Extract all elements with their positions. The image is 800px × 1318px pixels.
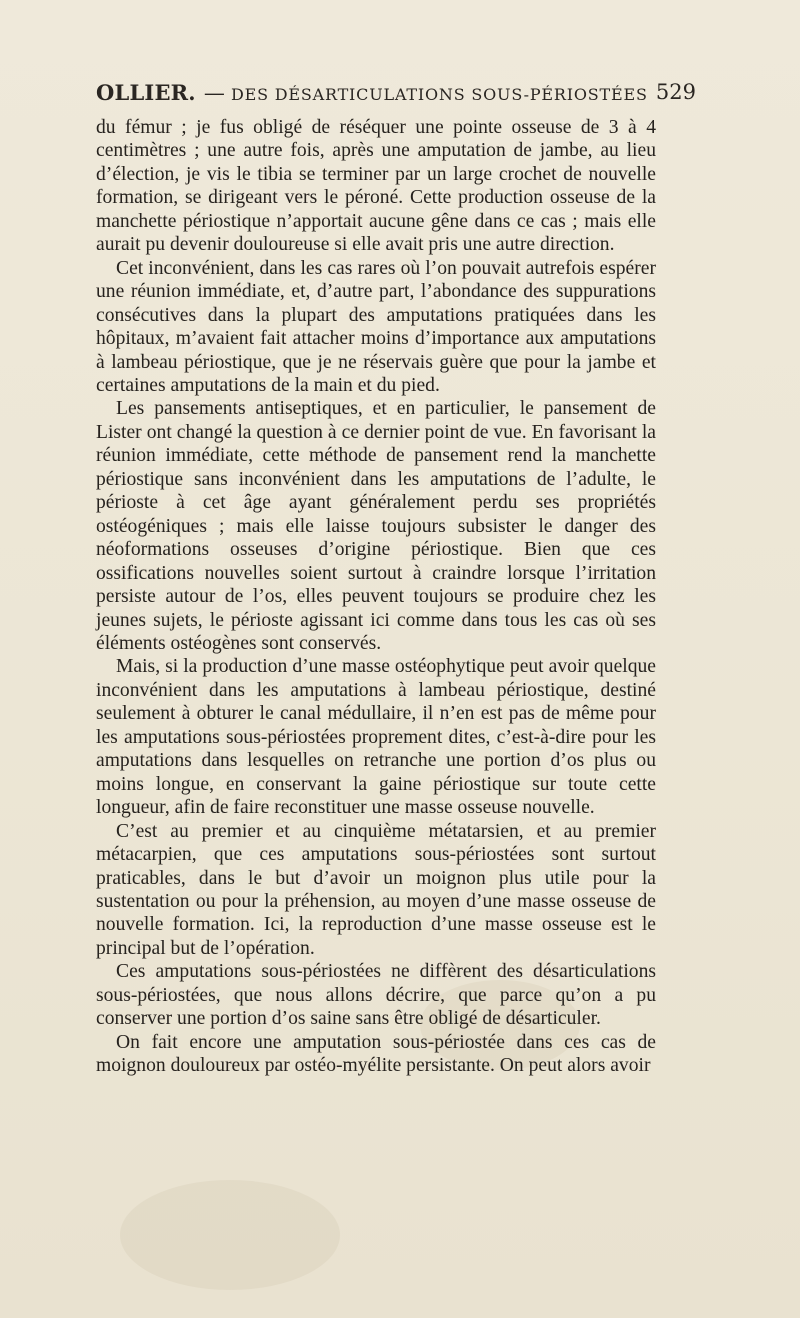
header-title: DES DÉSARTICULATIONS SOUS-PÉRIOSTÉES	[231, 85, 648, 104]
paragraph: Mais, si la production d’une masse ostéophytique peut avoir quelque inconvénient dans les amputations à lambeau périostique, destiné seulement à obturer le canal médullaire, il n’en est pas de même pour les amputations sous-périostées proprement dites, c’est-à-dire pour les amputations dans lesquelles on retranche une portion d’os plus ou moins longue, en conservant la gaine périostique sur toute cette longueur, afin de faire reconstituer une masse osseuse nouvelle.	[96, 656, 656, 819]
body-text	[96, 116, 656, 1078]
paragraph: du fémur ; je fus obligé de réséquer une pointe osseuse de 3 à 4 centimètres ; une autre fois, après une amputation de jambe, au lieu d’élection, je vis le tibia se terminer par un large crochet de nouvelle formation, se dirigeant vers le péroné. Cette production osseuse de la manchette périostique n’apportait aucune gêne dans ce cas ; mais elle aurait pu devenir douloureuse si elle avait pris une autre direction.	[96, 117, 656, 256]
header-left	[96, 80, 648, 105]
paragraph: On fait encore une amputation sous-périostée dans ces cas de moignon douloureux par ostéo-myélite persistante. On peut alors avoir	[96, 1031, 656, 1077]
header-separator: —	[203, 81, 226, 105]
page-number: 529	[655, 80, 696, 104]
paragraph: Ces amputations sous-périostées ne diffèrent des désarticulations sous-périostées, que nous allons décrire, que parce qu’on a pu conserver une portion d’os saine sans être obligé de désarticuler.	[96, 961, 656, 1030]
paragraph: Les pansements antiseptiques, et en particulier, le pansement de Lister ont changé la question à ce dernier point de vue. En favorisant la réunion immédiate, cette méthode de pansement rend la manchette périostique sans inconvénient dans les amputations de l’adulte, le périoste à cet âge ayant généralement perdu ses propriétés ostéogéniques ; mais elle laisse toujours subsister le danger des néoformations osseuses d’origine périostique. Bien que ces ossifications nouvelles soient surtout à craindre lorsque l’irritation persiste autour de l’os, elles peuvent toujours se produire chez les jeunes sujets, le périoste agissant ici comme dans tous les cas où ses éléments ostéogènes sont conservés.	[96, 398, 656, 654]
paragraph: Cet inconvénient, dans les cas rares où l’on pouvait autrefois espérer une réunion immédiate, et, d’autre part, l’abondance des suppurations consécutives dans la plupart des amputations pratiquées dans les hôpitaux, m’avaient fait attacher moins d’importance aux amputations à lambeau périostique, que je ne réservais guère que pour la jambe et certaines amputations de la main et du pied.	[96, 257, 656, 396]
header-author: OLLIER.	[96, 80, 196, 105]
paragraph: C’est au premier et au cinquième métatarsien, et au premier métacarpien, que ces amputations sous-périostées sont surtout praticables, dans le but d’avoir un moignon plus utile pour la sustentation ou pour la préhension, au moyen d’une masse osseuse de nouvelle formation. Ici, la reproduction d’une masse osseuse est le principal but de l’opération.	[96, 820, 656, 959]
paper-stain	[120, 1180, 340, 1290]
running-header	[96, 80, 696, 110]
